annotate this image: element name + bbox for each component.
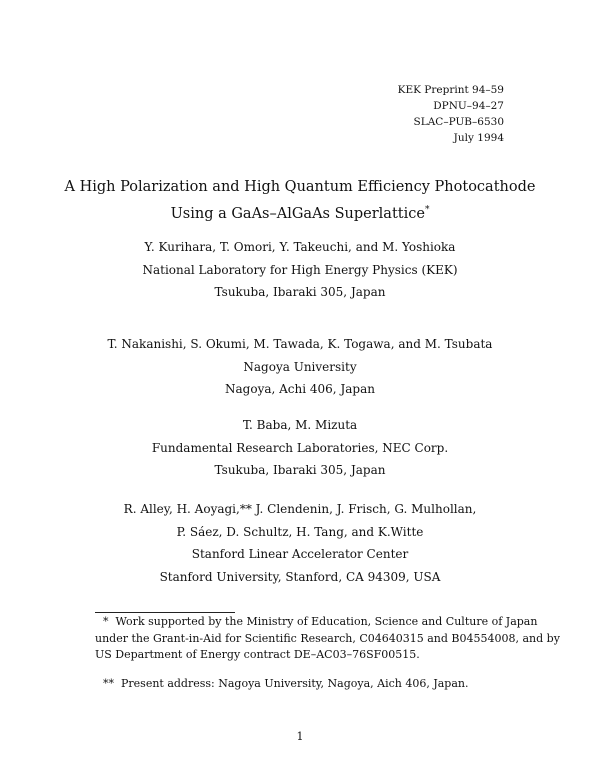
footnote-marker: ** xyxy=(103,677,114,690)
footnote-marker: * xyxy=(103,615,109,628)
footnote-text: Present address: Nagoya University, Nagoya, Aich 406, Japan. xyxy=(121,677,469,690)
preprint-info xyxy=(398,82,504,146)
institution: Stanford Linear Accelerator Center xyxy=(191,547,409,561)
preprint-kek: KEK Preprint 94–59 xyxy=(397,84,504,96)
authors: T. Baba, M. Mizuta xyxy=(242,418,358,432)
institution: Fundamental Research Laboratories, NEC Corp. xyxy=(151,440,449,455)
footnote-text: Work supported by the Ministry of Education, Science and Culture of Japan xyxy=(115,615,538,628)
author-group-nec xyxy=(0,414,600,482)
location: Nagoya, Achi 406, Japan xyxy=(225,382,375,396)
title-line-2-text: Using a GaAs–AlGaAs Superlattice xyxy=(170,205,425,222)
preprint-date: July 1994 xyxy=(453,132,504,144)
authors-line-1: R. Alley, H. Aoyagi,** J. Clendenin, J. Frisch, G. Mulhollan, xyxy=(123,502,477,516)
title-line-2 xyxy=(0,199,600,226)
author-group-nagoya xyxy=(0,333,600,401)
page-number: 1 xyxy=(296,730,304,743)
footnote-line xyxy=(95,676,515,693)
location: Tsukuba, Ibaraki 305, Japan xyxy=(214,463,386,477)
authors: Y. Kurihara, T. Omori, Y. Takeuchi, and M. Yoshioka xyxy=(144,240,456,254)
location: Tsukuba, Ibaraki 305, Japan xyxy=(214,285,386,299)
location: Stanford University, Stanford, CA 94309, USA xyxy=(159,569,441,584)
footnote-line-3: US Department of Energy contract DE–AC03–76SF00515. xyxy=(95,648,420,661)
authors: T. Nakanishi, S. Okumi, M. Tawada, K. Togawa, and M. Tsubata xyxy=(107,337,493,351)
authors-line-2: P. Sáez, D. Schultz, H. Tang, and K.Witte xyxy=(176,524,424,539)
footnote-separator xyxy=(95,612,235,613)
title-footnote-marker: * xyxy=(424,205,430,215)
preprint-slac: SLAC–PUB–6530 xyxy=(413,116,504,128)
title-line-1: A High Polarization and High Quantum Efficiency Photocathode xyxy=(64,179,536,195)
footnote-line-2: under the Grant-in-Aid for Scientific Research, C04640315 and B04554008, and by xyxy=(95,631,560,645)
author-group-slac xyxy=(0,498,600,588)
footnote-funding xyxy=(95,614,560,664)
institution: National Laboratory for High Energy Physics (KEK) xyxy=(142,262,458,277)
footnote-address xyxy=(95,676,515,693)
author-group-kek xyxy=(0,236,600,304)
footnote-line-1 xyxy=(95,614,538,631)
institution: Nagoya University xyxy=(243,359,357,374)
paper-title xyxy=(0,176,600,226)
preprint-dpnu: DPNU–94–27 xyxy=(433,100,504,112)
